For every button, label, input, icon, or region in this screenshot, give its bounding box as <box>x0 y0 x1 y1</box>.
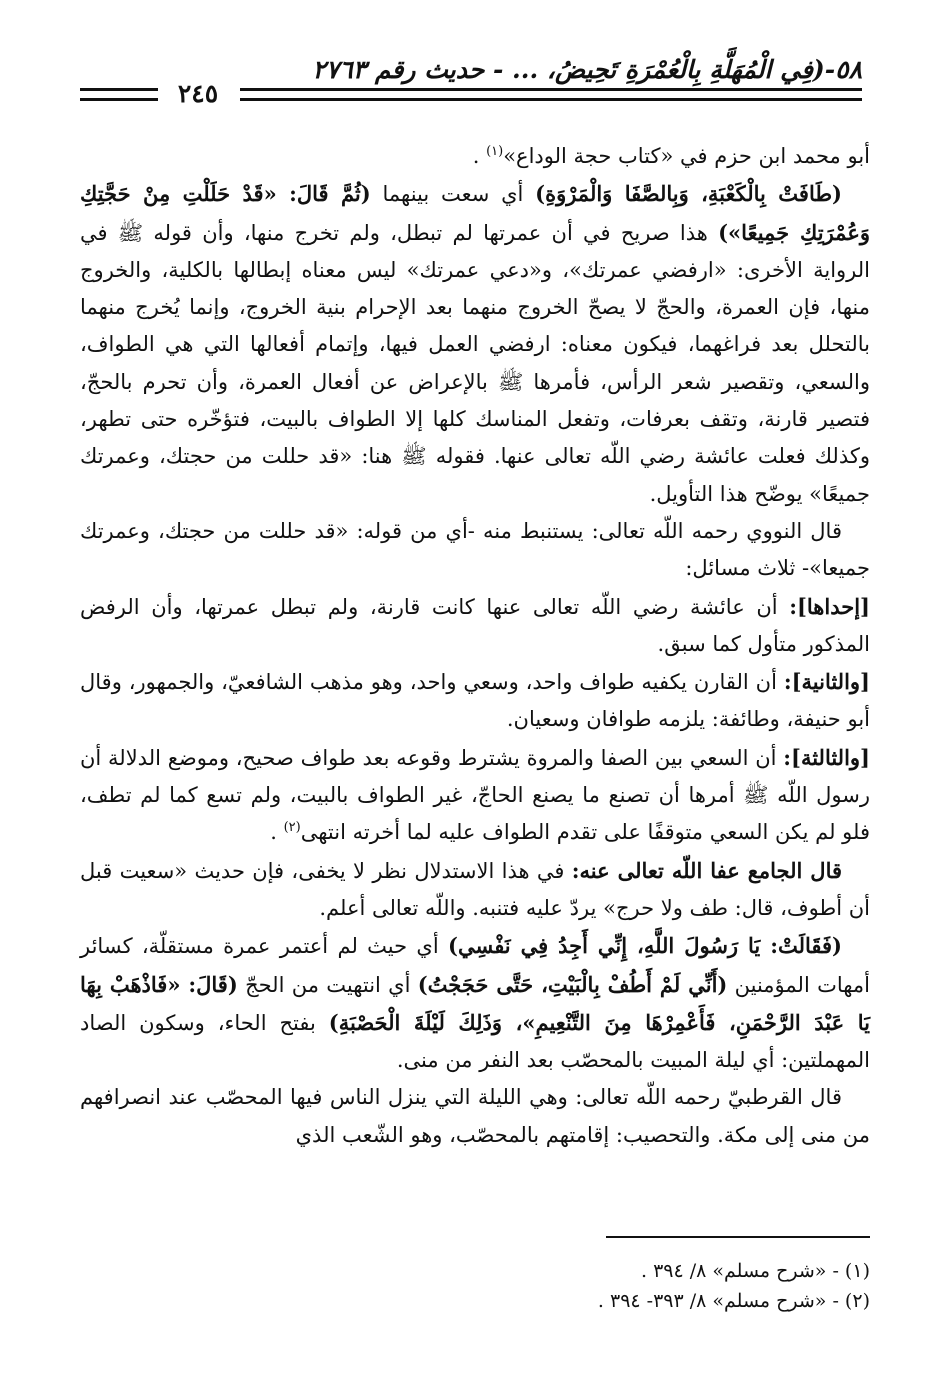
footnote: (٢) - «شرح مسلم» ٨/ ٣٩٣- ٣٩٤ . <box>597 1290 870 1312</box>
paragraph <box>80 513 870 588</box>
text-run: في هذا الاستدلال نظر لا يخفى، فإن حديث «سعيت قبل أن أطوف، قال: طف ولا حرج» يردّ عليه فتنبه. واللّه تعالى أعلم. <box>80 858 870 920</box>
paragraph: أبو محمد ابن حزم في «كتاب حجة الوداع»$^{(١)}$ . <box>472 144 870 168</box>
section-label: [والثالثة]: <box>783 744 870 770</box>
hadith-quote: (طَافَتْ بِالْكَعْبَةِ، وَبِالصَّفَا وَالْمَرْوَةِ) <box>535 181 842 207</box>
paragraph <box>80 927 870 1079</box>
page-header <box>80 52 862 112</box>
text-run: أن عائشة رضي اللّه تعالى عنها كانت قارنة، ولم تبطل عمرتها، وأن الرفض المذكور متأول كما سبق. <box>80 594 870 656</box>
running-title: ٥٨-(فِي الْمُهَلَّةِ بِالْعُمْرَةِ تَحِيضُ، ... - حديث رقم ٢٧٦٣ <box>312 55 862 84</box>
text-run: قال النووي رحمه اللّه تعالى: يستنبط منه -أي من قوله: «قد حللت من حجتك، وعمرتك جميعا»- ثلاث مسائل: <box>80 518 870 581</box>
header-rule <box>80 98 158 101</box>
section-label: [إحداها]: <box>789 593 870 619</box>
footnote-separator <box>606 1236 870 1238</box>
section-label: قال الجامع عفا اللّه تعالى عنه: <box>571 857 843 883</box>
footnote: (١) - «شرح مسلم» ٨/ ٣٩٤ . <box>640 1260 870 1282</box>
footnotes <box>80 1256 870 1316</box>
paragraph <box>80 663 870 739</box>
text-run: بفتح الحاء، وسكون الصاد المهملتين: أي ليلة المبيت بالمحصّب بعد النفر من منى. <box>80 1010 870 1073</box>
paragraph <box>80 1079 870 1154</box>
text-run: هذا صريح في أن عمرتها لم تبطل، ولم تخرج منها، وأن قوله ﷺ في الرواية الأخرى: «ارفضي عمرتك»، و«دعي عمرتك» ليس معناه إبطالها بالكلية، والخروج منها، فإن العمرة، والحجّ لا يصحّ الخروج منهما بعد الإحرام بنية الخروج، وإنما يُخرج منهما بالتحلل بعد فراغهما، فيكون معناه: ارفضي العمل فيها، وإتمام أفعالها التي هي الطواف، والسعي، وتقصير شعر الرأس، فأمرها ﷺ بالإعراض عن أفعال العمرة، وأن تحرم بالحجّ، فتصير قارنة، وتقف بعرفات، وتفعل المناسك كلها إلا الطواف بالبيت، فتؤخّره حتى تطهر، وكذلك فعلت عائشة رضي اللّه تعالى عنها. فقوله ﷺ هنا: «قد حللت من حجتك، وعمرتك جميعًا» يوضّح هذا التأويل. <box>80 220 870 506</box>
paragraph <box>80 588 870 664</box>
text-run: أي انتهيت من الحجّ <box>237 972 418 997</box>
text-run: أبو محمد ابن حزم في «كتاب حجة الوداع» <box>503 144 870 168</box>
header-rule <box>240 98 862 101</box>
footnote-ref: (٢) <box>283 820 301 836</box>
section-label: [والثانية]: <box>783 669 870 695</box>
text-run: أي سعت بينهما <box>370 182 536 207</box>
text-run: قال القرطبيّ رحمه اللّه تعالى: وهي الليلة التي ينزل الناس فيها المحصّب عند انصرافهم من منى إلى مكة. والتحصيب: إقامتهم بالمحصّب، وهو الشّعب الذي <box>80 1085 870 1147</box>
paragraph <box>80 852 870 928</box>
hadith-quote: (قَالَ: «فَاذْهَبْ بِهَا يَا عَبْدَ الرَّحْمَنِ، فَأَعْمِرْهَا مِنَ التَّنْعِيمِ»، وَذَلِكَ لَيْلَةَ الْحَصْبَةِ) <box>80 971 870 1035</box>
header-rule <box>80 88 158 91</box>
main-text <box>80 138 870 1154</box>
paragraph: [والثالثة]: أن السعي بين الصفا والمروة يشترط وقوعه بعد طواف صحيح، وموضع الدلالة أن رسول اللّه ﷺ أمرها أن تصنع ما يصنع الحاجّ، غير الطواف بالبيت، ولم تسع كما لم تطف، فلو لم يكن السعي متوقفًا على تقدم الطواف عليه لما أخرته انتهى$^{(٢)}$ . <box>80 744 870 845</box>
footnote-ref: (١) <box>486 144 504 159</box>
hadith-quote: (أَنِّي لَمْ أَطُفْ بِالْبَيْتِ، حَتَّى حَجَجْتُ) <box>417 971 728 997</box>
text-run: أن السعي بين الصفا والمروة يشترط وقوعه بعد طواف صحيح، وموضع الدلالة أن رسول اللّه ﷺ أمرها أن تصنع ما يصنع الحاجّ، غير الطواف بالبيت، ولم تسع كما لم تطف، فلو لم يكن السعي متوقفًا على تقدم الطواف عليه لما أخرته انتهى <box>80 745 870 845</box>
text-run: أن القارن يكفيه طواف واحد، وسعي واحد، وهو مذهب الشافعيّ، والجمهور، وقال أبو حنيفة، وطائفة: يلزمه طوافان وسعيان. <box>80 670 870 732</box>
hadith-quote: (فَقَالَتْ: يَا رَسُولَ اللَّهِ، إِنِّي أَجِدُ فِي نَفْسِي) <box>448 933 842 959</box>
hadith-quote: (ثُمَّ قَالَ: «قَدْ حَلَلْتِ مِنْ حَجَّتِكِ وَعُمْرَتِكِ جَمِيعًا») <box>80 181 870 245</box>
text-run: أي حيث لم أعتمر عمرة مستقلّة، كسائر أمهات المؤمنين <box>80 934 871 997</box>
page-number: ٢٤٥ <box>177 79 219 108</box>
paragraph <box>80 175 870 513</box>
header-rule <box>240 88 862 91</box>
